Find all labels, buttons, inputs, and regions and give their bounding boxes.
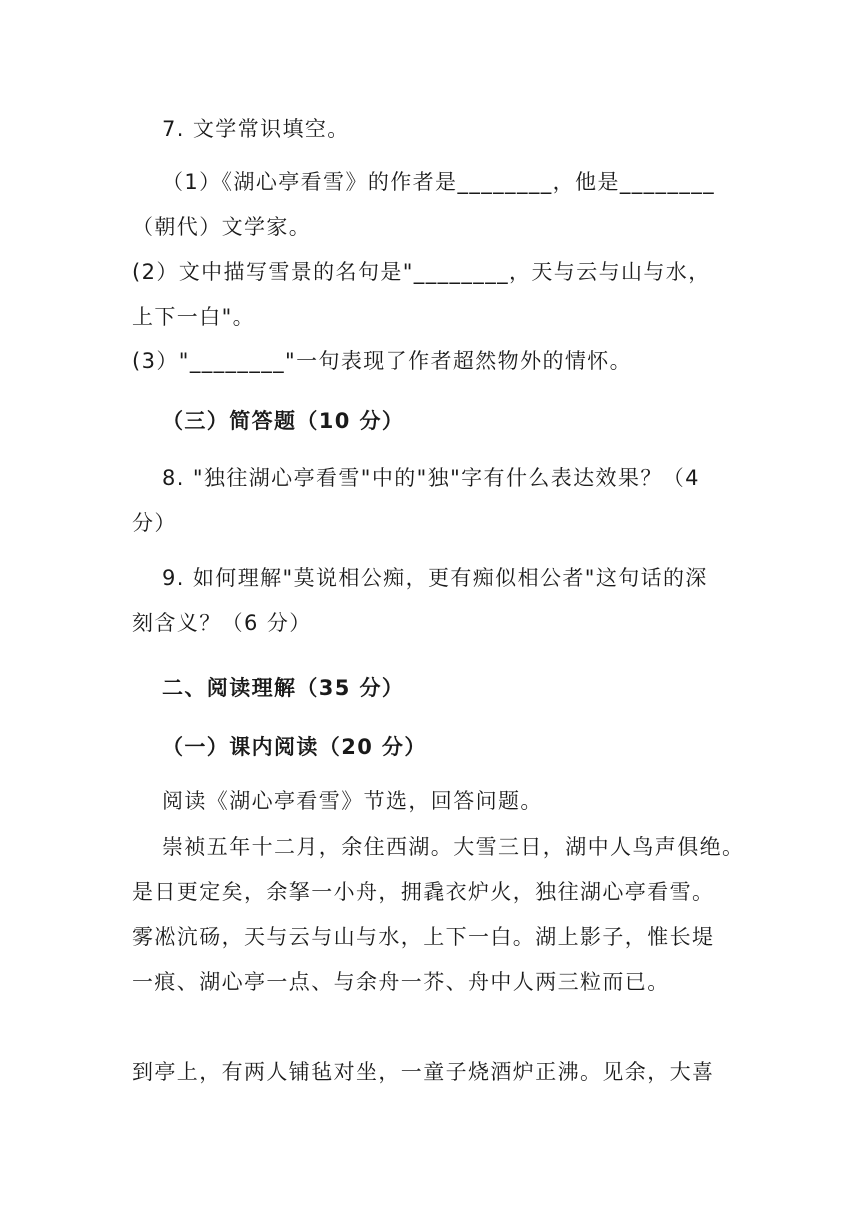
question-7-part-1-line-2: （朝代）文学家。 bbox=[132, 215, 312, 239]
passage-paragraph-1-line-3: 雾凇沆砀，天与云与山与水，上下一白。湖上影子，惟长堤 bbox=[132, 925, 715, 949]
passage-intro: 阅读《湖心亭看雪》节选，回答问题。 bbox=[162, 789, 543, 813]
question-7-part-2-line-2: 上下一白"。 bbox=[132, 305, 256, 329]
question-7-part-3: (3）"________"一句表现了作者超然物外的情怀。 bbox=[132, 349, 633, 373]
section-3-heading: （三）简答题（10 分） bbox=[162, 409, 405, 433]
question-7-title: 7. 文学常识填空。 bbox=[162, 117, 350, 141]
question-7-part-2-line-1: (2）文中描写雪景的名句是"________，天与云与山与水， bbox=[132, 260, 711, 284]
question-8-line-2: 分） bbox=[132, 511, 177, 535]
question-8-line-1: 8. "独往湖心亭看雪"中的"独"字有什么表达效果？（4 bbox=[162, 466, 700, 490]
passage-paragraph-1-line-2: 是日更定矣，余拏一小舟，拥毳衣炉火，独往湖心亭看雪。 bbox=[132, 880, 715, 904]
question-9-line-1: 9. 如何理解"莫说相公痴，更有痴似相公者"这句话的深 bbox=[162, 566, 708, 590]
subsection-1-heading: （一）课内阅读（20 分） bbox=[162, 735, 427, 759]
question-7-part-1-line-1: （1）《湖心亭看雪》的作者是________，他是________ bbox=[162, 170, 716, 194]
part-2-heading: 二、阅读理解（35 分） bbox=[162, 676, 405, 700]
passage-paragraph-1-line-4: 一痕、湖心亭一点、与余舟一芥、舟中人两三粒而已。 bbox=[132, 970, 670, 994]
passage-paragraph-1-line-1: 崇祯五年十二月，余住西湖。大雪三日，湖中人鸟声俱绝。 bbox=[162, 835, 745, 859]
question-9-line-2: 刻含义？（6 分） bbox=[132, 611, 312, 635]
passage-paragraph-2-line-1: 到亭上，有两人铺毡对坐，一童子烧酒炉正沸。见余，大喜 bbox=[132, 1060, 715, 1084]
